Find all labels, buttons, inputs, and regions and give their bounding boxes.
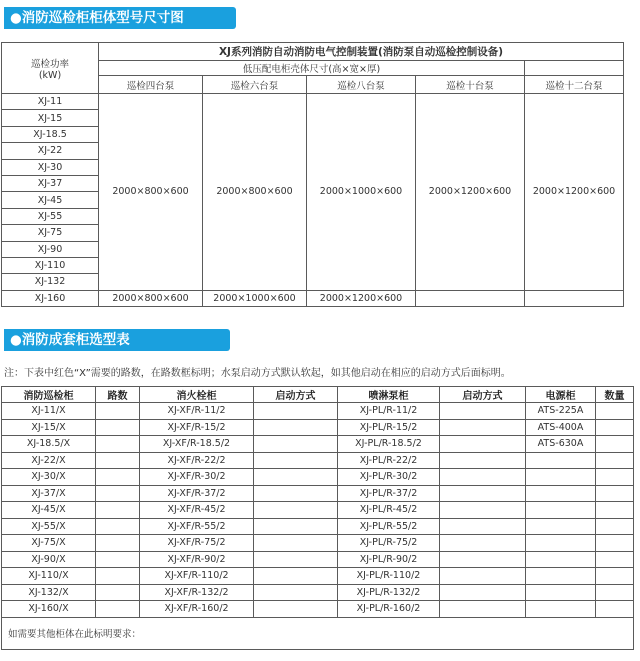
table-cell: XJ-PL/R-110/2 <box>338 568 440 585</box>
table-cell: XJ-55/X <box>2 518 96 535</box>
table-cell: XJ-PL/R-55/2 <box>338 518 440 535</box>
column-header: 巡检十台泵 <box>416 76 525 94</box>
table-cell <box>96 551 140 568</box>
table-cell <box>96 568 140 585</box>
table-cell <box>254 419 338 436</box>
size-title-cell: 低压配电柜壳体尺寸(高×宽×厚) <box>99 61 525 76</box>
table-cell <box>596 436 634 453</box>
table-cell <box>526 551 596 568</box>
table-row <box>2 617 634 649</box>
table-row <box>2 502 634 519</box>
model-cell: XJ-22 <box>2 143 99 159</box>
table-row <box>2 94 624 110</box>
model-cell: XJ-160 <box>2 290 99 306</box>
selection-table <box>1 386 634 650</box>
table-row <box>2 584 634 601</box>
table-cell: XJ-PL/R-75/2 <box>338 535 440 552</box>
table-cell <box>254 535 338 552</box>
table-cell <box>254 584 338 601</box>
table-row <box>2 535 634 552</box>
table-cell: XJ-XF/R-22/2 <box>140 452 254 469</box>
table-cell <box>96 436 140 453</box>
table-cell: ATS-630A <box>526 436 596 453</box>
table-cell <box>440 502 526 519</box>
model-cell: XJ-15 <box>2 110 99 126</box>
table-row <box>2 290 624 306</box>
table-cell <box>96 584 140 601</box>
column-header: 巡检四台泵 <box>99 76 203 94</box>
table-cell: XJ-45/X <box>2 502 96 519</box>
model-cell: XJ-75 <box>2 225 99 241</box>
table-cell <box>254 469 338 486</box>
table-row <box>2 568 634 585</box>
table-cell: XJ-30/X <box>2 469 96 486</box>
main-title-cell: XJ系列消防自动消防电气控制装置(消防泵自动巡检控制设备) <box>99 43 624 61</box>
table-cell <box>596 469 634 486</box>
table-cell <box>254 518 338 535</box>
model-cell: XJ-90 <box>2 241 99 257</box>
column-header: 消火栓柜 <box>140 387 254 403</box>
table-cell <box>440 584 526 601</box>
table-cell: XJ-XF/R-110/2 <box>140 568 254 585</box>
table-cell <box>96 601 140 618</box>
table-cell: XJ-22/X <box>2 452 96 469</box>
table-row <box>2 485 634 502</box>
table-cell <box>254 436 338 453</box>
table-cell: XJ-XF/R-160/2 <box>140 601 254 618</box>
table-cell: XJ-XF/R-55/2 <box>140 518 254 535</box>
model-cell: XJ-18.5 <box>2 126 99 142</box>
table-cell <box>254 403 338 420</box>
model-cell: XJ-55 <box>2 208 99 224</box>
table-cell <box>254 568 338 585</box>
table-cell: XJ-XF/R-45/2 <box>140 502 254 519</box>
table-cell: XJ-XF/R-15/2 <box>140 419 254 436</box>
table-row <box>2 518 634 535</box>
table-row <box>2 452 634 469</box>
footer-cell: 如需要其他柜体在此标明要求： <box>2 617 634 649</box>
power-header-cell: 巡检功率 (kW) <box>2 43 99 94</box>
table-cell: XJ-PL/R-22/2 <box>338 452 440 469</box>
table-cell <box>526 469 596 486</box>
table-cell <box>596 452 634 469</box>
section-title-selection-table: ●消防成套柜选型表 <box>4 329 230 351</box>
size-value-cell <box>525 290 624 306</box>
table-cell <box>96 485 140 502</box>
table-cell: XJ-PL/R-90/2 <box>338 551 440 568</box>
table-cell <box>254 601 338 618</box>
table-cell <box>96 518 140 535</box>
table-cell <box>526 535 596 552</box>
table-cell <box>440 452 526 469</box>
table-cell <box>440 518 526 535</box>
table-cell <box>440 469 526 486</box>
model-cell: XJ-11 <box>2 94 99 110</box>
table-cell <box>440 485 526 502</box>
table-cell <box>96 535 140 552</box>
column-header: 数量 <box>596 387 634 403</box>
table-cell <box>596 535 634 552</box>
table-cell: XJ-PL/R-11/2 <box>338 403 440 420</box>
table-cell: XJ-18.5/X <box>2 436 96 453</box>
table-cell <box>526 502 596 519</box>
table-cell <box>596 551 634 568</box>
table-cell: XJ-75/X <box>2 535 96 552</box>
table-cell: XJ-XF/R-30/2 <box>140 469 254 486</box>
table-cell: XJ-132/X <box>2 584 96 601</box>
table-cell: ATS-225A <box>526 403 596 420</box>
size-value-cell: 2000×800×600 <box>99 94 203 291</box>
table-cell <box>526 584 596 601</box>
selection-note: 注：下表中红色“X”需要的路数，在路数框标明；水泵启动方式默认软起，如其他启动在相应的启动方式后面标明。 <box>4 368 511 379</box>
table-cell <box>526 452 596 469</box>
table-cell <box>526 601 596 618</box>
table-cell: XJ-37/X <box>2 485 96 502</box>
table-cell: XJ-XF/R-18.5/2 <box>140 436 254 453</box>
table-cell: XJ-PL/R-15/2 <box>338 419 440 436</box>
table-cell: XJ-XF/R-11/2 <box>140 403 254 420</box>
table-cell <box>596 502 634 519</box>
table-cell <box>96 403 140 420</box>
table-cell <box>254 551 338 568</box>
section-title-cabinet-sizes: ●消防巡检柜柜体型号尺寸图 <box>4 7 236 29</box>
model-cell: XJ-45 <box>2 192 99 208</box>
table-cell: XJ-PL/R-132/2 <box>338 584 440 601</box>
table-row <box>2 551 634 568</box>
table-row <box>2 469 634 486</box>
size-value-cell: 2000×1000×600 <box>307 94 416 291</box>
column-header: 巡检八台泵 <box>307 76 416 94</box>
table-row <box>2 403 634 420</box>
table-cell: XJ-90/X <box>2 551 96 568</box>
table-cell: XJ-PL/R-45/2 <box>338 502 440 519</box>
model-cell: XJ-110 <box>2 257 99 273</box>
model-cell: XJ-132 <box>2 274 99 290</box>
size-value-cell: 2000×800×600 <box>99 290 203 306</box>
table-row <box>2 436 634 453</box>
column-header: 消防巡检柜 <box>2 387 96 403</box>
size-value-cell <box>416 290 525 306</box>
table-cell: XJ-160/X <box>2 601 96 618</box>
table-cell <box>254 485 338 502</box>
table-cell: XJ-15/X <box>2 419 96 436</box>
table-cell <box>596 403 634 420</box>
table-cell: XJ-PL/R-160/2 <box>338 601 440 618</box>
table-cell: XJ-XF/R-132/2 <box>140 584 254 601</box>
column-header: 电源柜 <box>526 387 596 403</box>
table-cell <box>440 436 526 453</box>
table-cell: ATS-400A <box>526 419 596 436</box>
table-cell <box>526 518 596 535</box>
table-cell <box>254 502 338 519</box>
table-row <box>2 419 634 436</box>
table-cell <box>596 518 634 535</box>
size-value-cell: 2000×1200×600 <box>307 290 416 306</box>
table-cell <box>596 601 634 618</box>
table-cell <box>440 403 526 420</box>
size-value-cell: 2000×800×600 <box>203 94 307 291</box>
table-cell <box>96 452 140 469</box>
size-value-cell: 2000×1200×600 <box>525 94 624 291</box>
model-cell: XJ-30 <box>2 159 99 175</box>
table-row <box>2 43 624 61</box>
table-cell <box>440 601 526 618</box>
table-cell <box>526 568 596 585</box>
table-cell <box>96 469 140 486</box>
cabinet-size-table <box>1 42 624 307</box>
table-cell <box>596 584 634 601</box>
column-header: 路数 <box>96 387 140 403</box>
column-header: 喷淋泵柜 <box>338 387 440 403</box>
column-header: 启动方式 <box>254 387 338 403</box>
table-cell: XJ-110/X <box>2 568 96 585</box>
column-header: 巡检十二台泵 <box>525 76 624 94</box>
table-cell: XJ-PL/R-30/2 <box>338 469 440 486</box>
table-cell <box>440 568 526 585</box>
table-cell <box>596 568 634 585</box>
column-header: 巡检六台泵 <box>203 76 307 94</box>
table-cell <box>96 419 140 436</box>
table-cell: XJ-PL/R-37/2 <box>338 485 440 502</box>
table-cell: XJ-XF/R-90/2 <box>140 551 254 568</box>
model-cell: XJ-37 <box>2 175 99 191</box>
table-cell <box>440 419 526 436</box>
table-cell: XJ-XF/R-75/2 <box>140 535 254 552</box>
column-header: 启动方式 <box>440 387 526 403</box>
table-cell <box>596 485 634 502</box>
blank-cell <box>525 61 624 76</box>
size-value-cell: 2000×1200×600 <box>416 94 525 291</box>
table-cell <box>440 535 526 552</box>
table-cell: XJ-PL/R-18.5/2 <box>338 436 440 453</box>
size-value-cell: 2000×1000×600 <box>203 290 307 306</box>
table-cell <box>440 551 526 568</box>
table-cell <box>526 485 596 502</box>
table-cell: XJ-XF/R-37/2 <box>140 485 254 502</box>
table-cell: XJ-11/X <box>2 403 96 420</box>
table-cell <box>96 502 140 519</box>
table-row <box>2 601 634 618</box>
table-cell <box>596 419 634 436</box>
table-cell <box>254 452 338 469</box>
